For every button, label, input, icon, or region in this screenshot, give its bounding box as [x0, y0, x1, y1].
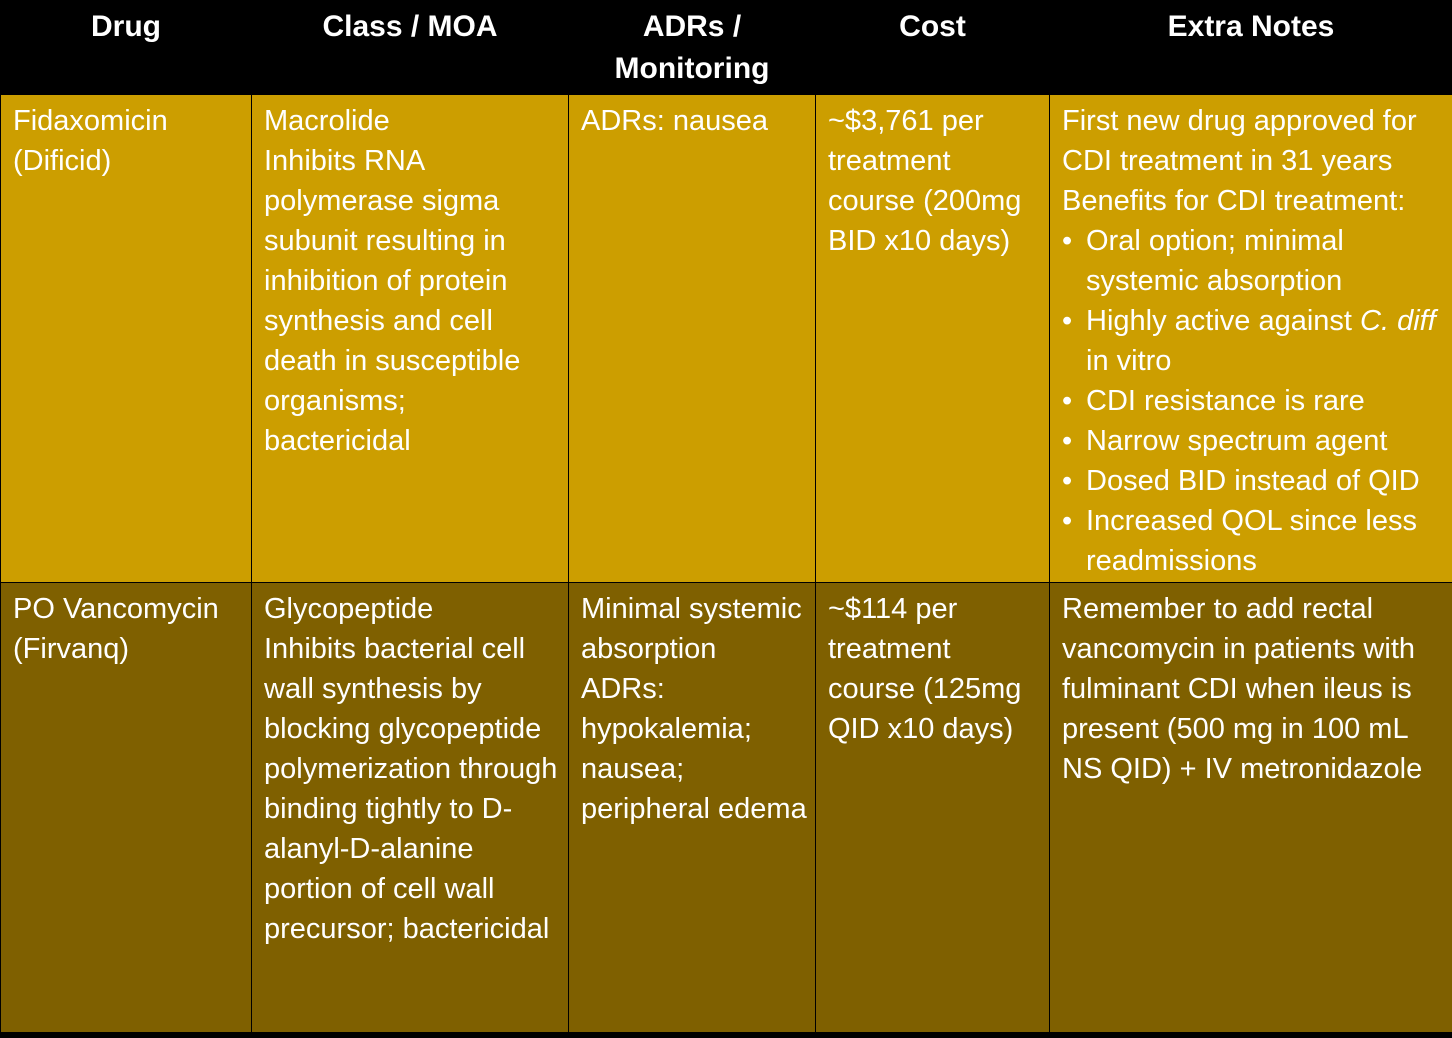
drug-brand: (Dificid): [13, 144, 112, 177]
notes-benefits-label: Benefits for CDI treatment:: [1062, 184, 1406, 217]
cell-adrs: [569, 94, 816, 582]
list-item: • CDI resistance is rare: [1062, 381, 1444, 421]
cell-cost: [816, 94, 1050, 582]
list-item: • Narrow spectrum agent: [1062, 421, 1444, 461]
drug-class: Glycopeptide: [264, 592, 434, 625]
drug-moa: Inhibits bacterial cell wall synthesis by blocking glycopeptide polymerization through binding tightly to D-alanyl-D-alanine portion of cell wall precursor; bactericidal: [264, 632, 558, 945]
drug-brand: (Firvanq): [13, 632, 130, 665]
header-extra-notes: Extra Notes: [1050, 0, 1452, 94]
table-row-fidaxomicin: [1, 94, 1452, 582]
list-item: • Oral option; minimal systemic absorption: [1062, 221, 1444, 301]
header-cost: Cost: [816, 0, 1050, 94]
cell-adrs: [569, 582, 816, 1032]
list-item: • Increased QOL since less readmissions: [1062, 501, 1444, 581]
cell-extra-notes: [1050, 94, 1452, 582]
drug-class: Macrolide: [264, 104, 390, 137]
adrs-text: ADRs: nausea: [581, 104, 768, 137]
cell-extra-notes: [1050, 582, 1452, 1032]
header-adrs-monitoring: ADRs / Monitoring: [569, 0, 816, 94]
adrs-text: ADRs: hypokalemia; nausea; peripheral edema: [581, 672, 807, 825]
cell-cost: [816, 582, 1050, 1032]
cell-drug: [1, 94, 252, 582]
cost-text: ~$3,761 per treatment course (200mg BID x10 days): [828, 104, 1022, 257]
cell-class-moa: [252, 582, 569, 1032]
header-class-moa: Class / MOA: [252, 0, 569, 94]
drug-name: Fidaxomicin: [13, 104, 168, 137]
organism-name: C. diff: [1360, 304, 1436, 337]
drug-moa: Inhibits RNA polymerase sigma subunit resulting in inhibition of protein synthesis and cell death in susceptible organisms; bactericidal: [264, 144, 521, 457]
absorption-text: Minimal systemic absorption: [581, 592, 802, 665]
cell-class-moa: [252, 94, 569, 582]
header-drug: Drug: [1, 0, 252, 94]
list-item: • Highly active against C. diff in vitro: [1062, 301, 1444, 381]
notes-text: Remember to add rectal vancomycin in patients with fulminant CDI when ileus is present (500 mg in 100 mL NS QID) + IV metronidazole: [1062, 592, 1423, 785]
cost-text: ~$114 per treatment course (125mg QID x10 days): [828, 592, 1022, 745]
cell-drug: [1, 582, 252, 1032]
header-row: [1, 0, 1452, 94]
notes-intro: First new drug approved for CDI treatment in 31 years: [1062, 104, 1417, 177]
table-row-po-vancomycin: [1, 582, 1452, 1032]
drug-name: PO Vancomycin: [13, 592, 219, 625]
list-item: • Dosed BID instead of QID: [1062, 461, 1444, 501]
benefits-list: [1062, 221, 1444, 581]
